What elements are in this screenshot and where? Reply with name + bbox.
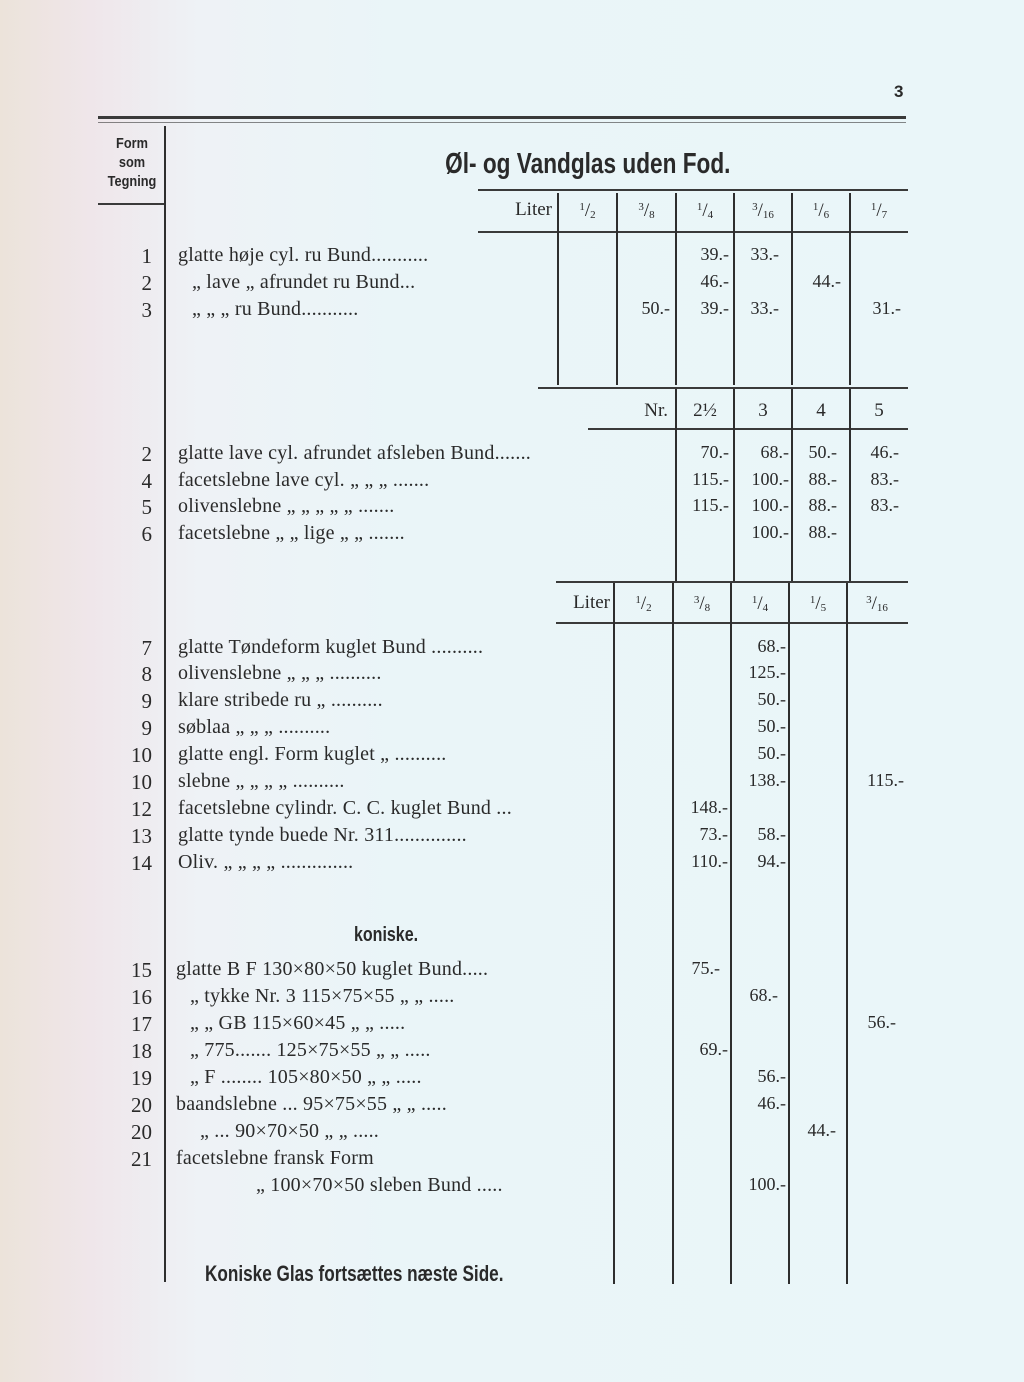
row-number: 10 [131,770,152,794]
price-cell: 33.- [750,298,779,318]
row-number: 6 [141,522,152,546]
table2-col-header: 4 [816,400,826,421]
table-row [0,1039,1024,1065]
row-number: 17 [131,1012,152,1036]
row-number: 9 [141,689,152,713]
table-row [0,271,1024,297]
table-row [0,1147,1024,1173]
table1-col-header: $^1/_6$ [812,200,830,221]
table-row [0,985,1024,1011]
price-cell: 100.- [751,469,789,489]
price-cell: 115.- [692,469,729,489]
row-number: 15 [131,958,152,982]
table2-header-label: Nr. [644,400,668,421]
continued-note: Koniske Glas fortsættes næste Side. [205,1261,504,1286]
table1-col-header: $^3/_{16}$ [752,200,774,221]
row-description: facetslebne „ „ lige „ „ ....... [178,522,405,544]
form-header-line-1: Form [116,135,148,152]
table3-col-header: $^3/_8$ [693,593,711,614]
price-cell: 44.- [812,271,841,291]
table-row [0,689,1024,715]
row-description: olivenslebne „ „ „ „ „ ....... [178,495,395,517]
row-number: 9 [141,716,152,740]
price-cell: 100.- [751,495,789,515]
price-cell: 46.- [870,442,899,462]
top-rule [98,116,906,119]
price-cell: 88.- [808,469,837,489]
price-cell: 73.- [699,824,728,844]
price-cell: 31.- [872,298,901,318]
table2-col-header: 2½ [693,400,717,421]
table3-header-rule [556,622,908,624]
price-cell: 39.- [700,298,729,318]
row-description: klare stribede ru „ .......... [178,689,383,711]
price-cell: 70.- [700,442,729,462]
form-header-line-2: som [118,154,146,171]
row-description: søblaa „ „ „ .......... [178,716,331,738]
row-description: „ ... 90×70×50 „ „ ..... [200,1120,379,1142]
row-number: 5 [141,495,152,519]
row-number: 14 [131,851,152,875]
table-row [0,743,1024,769]
row-description: „ „ GB 115×60×45 „ „ ..... [190,1012,406,1034]
row-description: „ lave „ afrundet ru Bund... [192,271,416,293]
price-cell: 46.- [757,1093,786,1113]
table3-header-label: Liter [573,592,610,613]
row-description: „ 775....... 125×75×55 „ „ ..... [190,1039,431,1061]
price-cell: 88.- [808,495,837,515]
table-row [0,298,1024,324]
price-cell: 33.- [750,244,779,264]
row-number: 18 [131,1039,152,1063]
form-column-header [103,134,161,191]
table1-col-header: $^1/_2$ [579,200,596,221]
row-number: 20 [131,1093,152,1117]
price-cell: 56.- [757,1066,786,1086]
table1-top-rule [478,189,908,191]
row-description: baandslebne ... 95×75×55 „ „ ..... [176,1093,447,1115]
top-rule-thin [98,122,906,123]
row-number: 21 [131,1147,152,1171]
row-number: 16 [131,985,152,1009]
price-cell: 115.- [692,495,729,515]
row-description: olivenslebne „ „ „ .......... [178,662,382,684]
price-cell: 83.- [870,469,899,489]
table-row [0,824,1024,850]
row-number: 3 [141,298,152,322]
price-cell: 50.- [808,442,837,462]
row-description: glatte engl. Form kuglet „ .......... [178,743,447,765]
page-number: 3 [894,82,904,101]
table3-col-header: $^3/_{16}$ [866,593,888,614]
price-cell: 100.- [751,522,789,542]
table-row [0,1120,1024,1146]
row-description: „ „ „ ru Bund........... [192,298,359,320]
table-row [0,662,1024,688]
form-header-line-3: Tegning [107,173,157,190]
row-description: Oliv. „ „ „ „ .............. [178,851,354,873]
price-cell: 56.- [867,1012,896,1032]
table-row [0,442,1024,468]
row-number: 20 [131,1120,152,1144]
price-cell: 100.- [748,1174,786,1194]
row-number: 12 [131,797,152,821]
row-number: 2 [141,271,152,295]
row-description: glatte lave cyl. afrundet afsleben Bund....... [178,442,531,464]
price-cell: 50.- [757,689,786,709]
table-row [0,716,1024,742]
price-cell: 83.- [870,495,899,515]
table-row [0,851,1024,877]
table-row [0,495,1024,521]
price-cell: 88.- [808,522,837,542]
table-row [0,522,1024,548]
price-cell: 69.- [699,1039,728,1059]
table-row [0,958,1024,984]
table3-col-header: $^1/_4$ [751,593,769,614]
table1-col-header: $^1/_4$ [696,200,714,221]
row-number: 7 [141,636,152,660]
table2-header-rule [588,428,908,430]
row-number: 4 [141,469,152,493]
price-cell: 68.- [757,636,786,656]
section-subheading-koniske: koniske. [354,924,419,946]
table3-col-header: $^1/_2$ [635,593,652,614]
table-row [0,797,1024,823]
row-number: 8 [141,662,152,686]
page-title: Øl- og Vandglas uden Fod. [445,148,731,180]
row-number: 1 [141,244,152,268]
row-description: facetslebne cylindr. C. C. kuglet Bund ... [178,797,512,819]
table1-col-header: $^1/_7$ [870,200,888,221]
row-description: facetslebne fransk Form [176,1147,374,1169]
row-description: glatte B F 130×80×50 kuglet Bund..... [176,958,489,980]
row-description: glatte Tøndeform kuglet Bund .......... [178,636,484,658]
row-description: slebne „ „ „ „ .......... [178,770,345,792]
table2-col-header: 3 [758,400,768,421]
row-number: 10 [131,743,152,767]
row-description: glatte høje cyl. ru Bund........... [178,244,429,266]
table-row [0,1066,1024,1092]
row-description: glatte tynde buede Nr. 311.............. [178,824,467,846]
table-row [0,1012,1024,1038]
table-row [0,469,1024,495]
row-number: 2 [141,442,152,466]
table-row [0,244,1024,270]
price-cell: 68.- [760,442,789,462]
price-cell: 39.- [700,244,729,264]
row-description: facetslebne lave cyl. „ „ „ ....... [178,469,430,491]
row-description: „ 100×70×50 sleben Bund ..... [256,1174,503,1196]
table3-col-header: $^1/_5$ [809,593,827,614]
row-number: 13 [131,824,152,848]
row-number: 19 [131,1066,152,1090]
price-cell: 50.- [757,716,786,736]
price-cell: 50.- [641,298,670,318]
price-cell: 125.- [748,662,786,682]
table-row [0,770,1024,796]
table2-top-rule [538,387,908,389]
price-cell: 148.- [690,797,728,817]
table1-col-header: $^3/_8$ [638,200,655,221]
price-cell: 44.- [807,1120,836,1140]
price-cell: 75.- [691,958,720,978]
form-header-underline [98,203,164,205]
price-cell: 115.- [867,770,904,790]
price-cell: 138.- [748,770,786,790]
table3-top-rule [556,581,908,583]
table-row [0,636,1024,662]
price-cell: 50.- [757,743,786,763]
price-cell: 46.- [700,271,729,291]
price-cell: 94.- [757,851,786,871]
row-description: „ F ........ 105×80×50 „ „ ..... [190,1066,422,1088]
price-cell: 110.- [691,851,728,871]
price-cell: 58.- [757,824,786,844]
table-row [0,1093,1024,1119]
table1-header-rule [478,231,908,233]
row-description: „ tykke Nr. 3 115×75×55 „ „ ..... [190,985,455,1007]
table-row [0,1174,1024,1200]
table2-col-header: 5 [874,400,884,421]
price-cell: 68.- [749,985,778,1005]
table1-header-label: Liter [515,199,552,220]
